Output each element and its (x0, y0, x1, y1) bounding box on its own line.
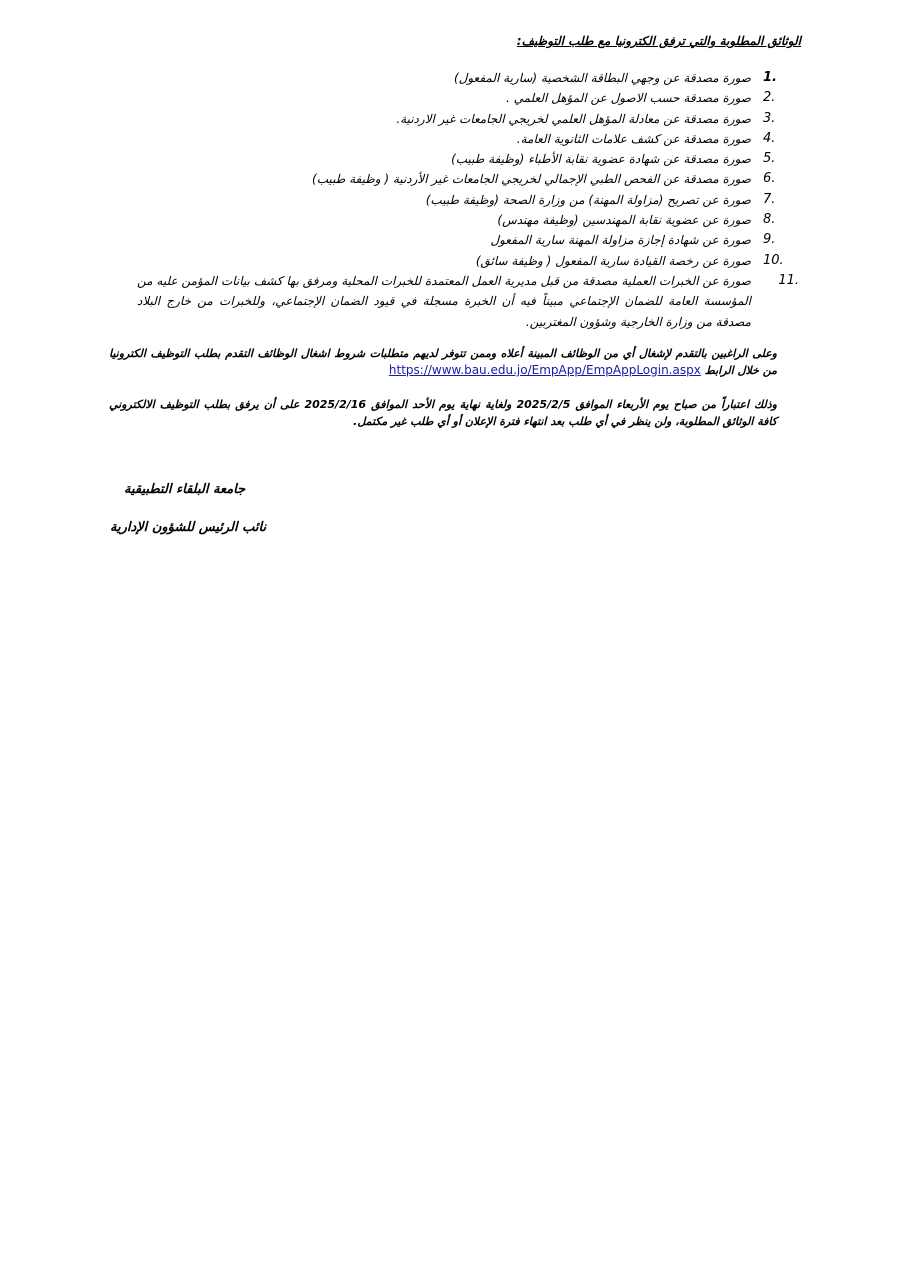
list-item (137, 88, 777, 108)
list-item (137, 68, 777, 88)
list-item (137, 149, 777, 169)
application-instructions-text: وعلى الراغبين بالتقدم لإشغال أي من الوظائف المبينة أعلاه وممن تتوفر لديهم متطلبات شروط اشغال الوظائف التقدم بطلب التوظيف الكترونيا من خلال الرابط (109, 347, 777, 377)
application-period-paragraph: وذلك اعتباراً من صباح يوم الأربعاء الموافق 2025/2/5 ولغاية نهاية يوم الأحد الموافق 2025/2/16 على أن يرفق بطلب التوظيف الالكتروني كافة الوثائق المطلوبة، ولن ينظر في أي طلب بعد انتهاء فترة الإعلان أو أي طلب غير مكتمل. (109, 398, 777, 428)
list-item (137, 210, 777, 230)
list-item-text: صورة مصدقة عن شهادة عضوية نقابة الأطباء (وظيفة طبيب) (451, 152, 751, 167)
list-item-text: صورة عن عضوية نقابة المهندسين (وظيفة مهندس) (497, 213, 751, 228)
list-item-number: 5. (763, 151, 776, 167)
list-item-text: صورة عن الخبرات العملية مصدقة من قبل مديرية العمل المعتمدة للخبرات المحلية ومرفق بها كشف بيانات المؤمن عليه من المؤسسة العامة للضمان الإجتماعي مبيناً فيه أن الخبرة مسجلة في قيود الضمان الإجتماعي، وللخبرات من خارج البلاد مصدقة من وزارة الخارجية وشؤون المغتربين. (137, 273, 751, 329)
list-item-number: 7. (763, 191, 776, 207)
list-item-number: 8. (763, 212, 776, 228)
list-item-number: 6. (763, 171, 776, 187)
list-item-number: 1. (763, 70, 777, 85)
application-instructions-paragraph (109, 345, 777, 379)
list-item-text: صورة مصدقة عن معادلة المؤهل العلمي لخريجي الجامعات غير الاردنية. (396, 111, 751, 126)
list-item-text: صورة عن تصريح (مزاولة المهنة) من وزارة الصحة (وظيفة طبيب) (425, 192, 751, 207)
list-item-text: صورة مصدقة عن وجهي البطاقة الشخصية (سارية المفعول) (453, 71, 751, 85)
list-item (137, 251, 784, 271)
list-item-number: 3. (763, 110, 776, 126)
list-item (137, 190, 777, 210)
list-item (137, 109, 777, 129)
list-item-text: صورة مصدقة عن الفحص الطبي الإجمالي لخريجي الجامعات غير الأردنية ( وظيفة طبيب) (312, 172, 751, 187)
list-item-text: صورة مصدقة حسب الاصول عن المؤهل العلمي . (505, 91, 751, 106)
list-item (137, 230, 777, 250)
list-item (137, 169, 777, 189)
list-item-number: 9. (763, 232, 776, 248)
list-item-text: صورة عن رخصة القيادة سارية المفعول ( وظيفة سائق) (475, 253, 751, 268)
list-item (137, 129, 777, 149)
signature-university: جامعة البلقاء التطبيقية (124, 482, 246, 497)
list-item (137, 271, 799, 333)
list-item-number: 2. (763, 90, 776, 106)
application-link[interactable]: https://www.bau.edu.jo/EmpApp/EmpAppLogin.aspx (388, 363, 701, 377)
signature-title: نائب الرئيس للشؤون الإدارية (110, 520, 267, 535)
list-item-number: 11. (778, 272, 799, 288)
document-heading: الوثائق المطلوبة والتي ترفق الكترونيا مع طلب التوظيف: (516, 34, 801, 48)
required-documents-list (137, 68, 799, 332)
list-item-number: 4. (763, 130, 776, 146)
list-item-text: صورة مصدقة عن كشف علامات الثانوية العامة. (516, 131, 751, 146)
list-item-number: 10. (763, 252, 784, 268)
list-item-text: صورة عن شهادة إجازة مزاولة المهنة سارية المفعول (490, 233, 751, 248)
